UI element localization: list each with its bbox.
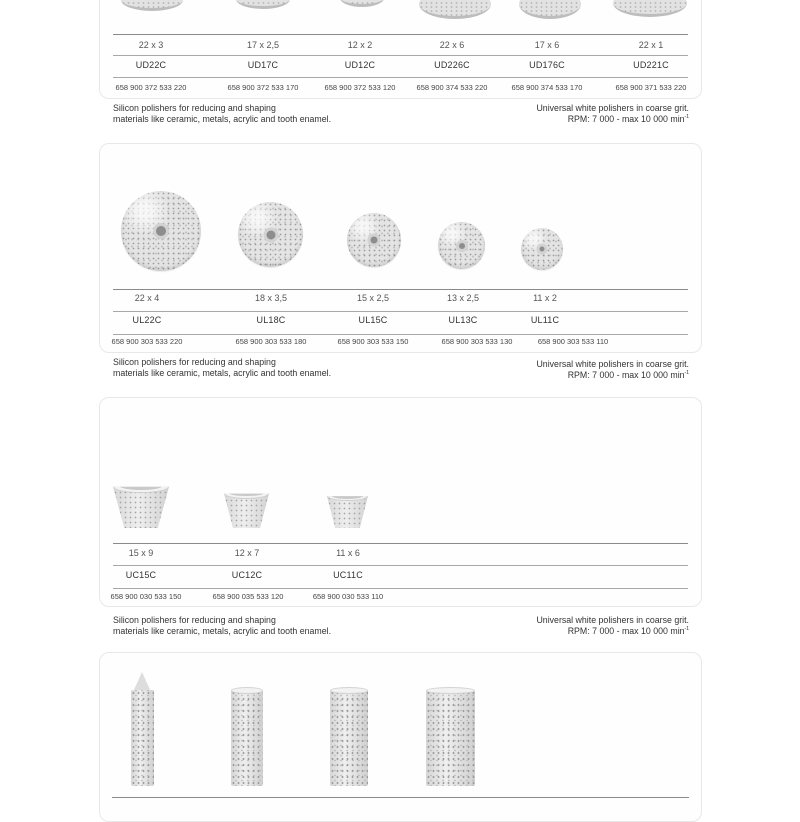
description-caption: [113, 615, 331, 637]
product-code: UD17C: [247, 60, 279, 70]
caption-line: [536, 626, 689, 637]
product-reference: 658 900 372 533 120: [324, 83, 396, 92]
divider: [113, 588, 688, 589]
product-size: 22 x 3: [138, 40, 164, 50]
product-reference: 658 900 303 533 180: [235, 337, 307, 346]
caption-line: Silicon polishers for reducing and shaping: [113, 357, 276, 367]
polishing-disc-icon: [121, 0, 183, 11]
product-size: 22 x 6: [439, 40, 465, 50]
center-hole-icon: [263, 227, 278, 242]
divider: [113, 543, 688, 544]
cylinder-polisher-icon: [231, 690, 263, 786]
caption-line: materials like ceramic, metals, acrylic and tooth enamel.: [113, 368, 332, 378]
product-reference: 658 900 303 533 220: [111, 337, 183, 346]
divider: [113, 334, 688, 335]
divider: [113, 311, 688, 312]
product-code: UC12C: [231, 570, 263, 580]
description-caption: [113, 357, 331, 379]
description-caption: [113, 103, 331, 125]
product-size: 13 x 2,5: [446, 293, 480, 303]
caption-line: Silicon polishers for reducing and shaping: [113, 103, 276, 113]
flat-wheel-icon: [519, 0, 581, 19]
flat-wheel-icon: [419, 0, 491, 19]
product-reference: 658 900 303 533 130: [441, 337, 513, 346]
cylinder-polisher-icon: [426, 690, 475, 786]
product-code: UD221C: [633, 60, 669, 70]
product-code: UL22C: [132, 315, 162, 325]
cylinder-polisher-icon: [330, 690, 368, 786]
product-reference: 658 900 372 533 170: [227, 83, 299, 92]
product-code: UD22C: [135, 60, 167, 70]
product-code: UL18C: [256, 315, 286, 325]
product-code: UL13C: [448, 315, 478, 325]
rpm-caption: [536, 103, 689, 125]
polishing-disc-icon: [521, 228, 563, 270]
product-size: 22 x 1: [638, 40, 664, 50]
divider: [113, 77, 688, 78]
product-panel-uc: [99, 397, 702, 607]
rpm-caption: [536, 615, 689, 637]
point-polisher-tip: [133, 672, 151, 692]
center-hole-icon: [153, 223, 169, 239]
product-size: 15 x 9: [128, 548, 154, 558]
product-size: 17 x 6: [534, 40, 560, 50]
product-reference: 658 900 035 533 120: [212, 592, 284, 601]
caption-line: Universal white polishers in coarse grit.: [536, 615, 689, 625]
product-reference: 658 900 374 533 220: [416, 83, 488, 92]
cylinder-top: [330, 687, 368, 694]
product-code: UD226C: [434, 60, 470, 70]
rpm-text: RPM: 7 000 - max 10 000 min: [567, 626, 685, 636]
product-reference: 658 900 371 533 220: [615, 83, 687, 92]
rpm-unit-exponent: -1: [684, 626, 689, 633]
rpm-text: RPM: 7 000 - max 10 000 min: [567, 370, 685, 380]
divider: [113, 289, 688, 290]
product-size: 18 x 3,5: [254, 293, 288, 303]
product-reference: 658 900 372 533 220: [115, 83, 187, 92]
product-size: 11 x 2: [533, 293, 557, 303]
polishing-disc-icon: [438, 222, 485, 269]
product-size: 22 x 4: [134, 293, 160, 303]
polishing-disc-icon: [347, 213, 401, 267]
product-size: 12 x 2: [347, 40, 373, 50]
polishing-disc-icon: [236, 0, 290, 9]
product-size: 17 x 2,5: [246, 40, 280, 50]
caption-line: Universal white polishers in coarse grit.: [536, 103, 689, 113]
rpm-caption: [536, 359, 689, 381]
product-size: 15 x 2,5: [356, 293, 390, 303]
product-code: UL11C: [530, 315, 560, 325]
product-reference: 658 900 030 533 150: [110, 592, 182, 601]
point-polisher-icon: [131, 690, 154, 786]
polishing-disc-icon: [121, 191, 201, 271]
product-code: UL15C: [358, 315, 388, 325]
polishing-disc-icon: [238, 202, 303, 267]
center-hole-icon: [456, 240, 468, 252]
divider: [113, 55, 688, 56]
cylinder-top: [231, 687, 263, 694]
caption-line: [536, 114, 689, 125]
product-code: UD12C: [344, 60, 376, 70]
divider: [113, 34, 688, 35]
product-code: UC11C: [333, 570, 363, 580]
product-code: UC15C: [125, 570, 157, 580]
rpm-unit-exponent: -1: [684, 370, 689, 377]
rpm-text: RPM: 7 000 - max 10 000 min: [567, 114, 685, 124]
polishing-disc-icon: [340, 0, 384, 7]
product-size: 11 x 6: [336, 548, 360, 558]
cylinder-top: [426, 687, 475, 694]
rpm-unit-exponent: -1: [684, 114, 689, 121]
product-code: UD176C: [529, 60, 565, 70]
caption-line: materials like ceramic, metals, acrylic and tooth enamel.: [113, 626, 332, 636]
divider: [113, 565, 688, 566]
center-hole-icon: [368, 234, 381, 247]
product-panel-ud: [99, 0, 702, 99]
caption-line: Silicon polishers for reducing and shaping: [113, 615, 276, 625]
center-hole-icon: [537, 244, 548, 255]
product-size: 12 x 7: [234, 548, 260, 558]
caption-line: materials like ceramic, metals, acrylic and tooth enamel.: [113, 114, 332, 124]
product-reference: 658 900 303 533 150: [337, 337, 409, 346]
caption-line: Universal white polishers in coarse grit.: [536, 359, 689, 369]
product-reference: 658 900 303 533 110: [537, 337, 609, 346]
flat-wheel-icon: [613, 0, 687, 17]
product-reference: 658 900 030 533 110: [312, 592, 384, 601]
caption-line: [536, 370, 689, 381]
product-reference: 658 900 374 533 170: [511, 83, 583, 92]
divider: [112, 797, 689, 798]
